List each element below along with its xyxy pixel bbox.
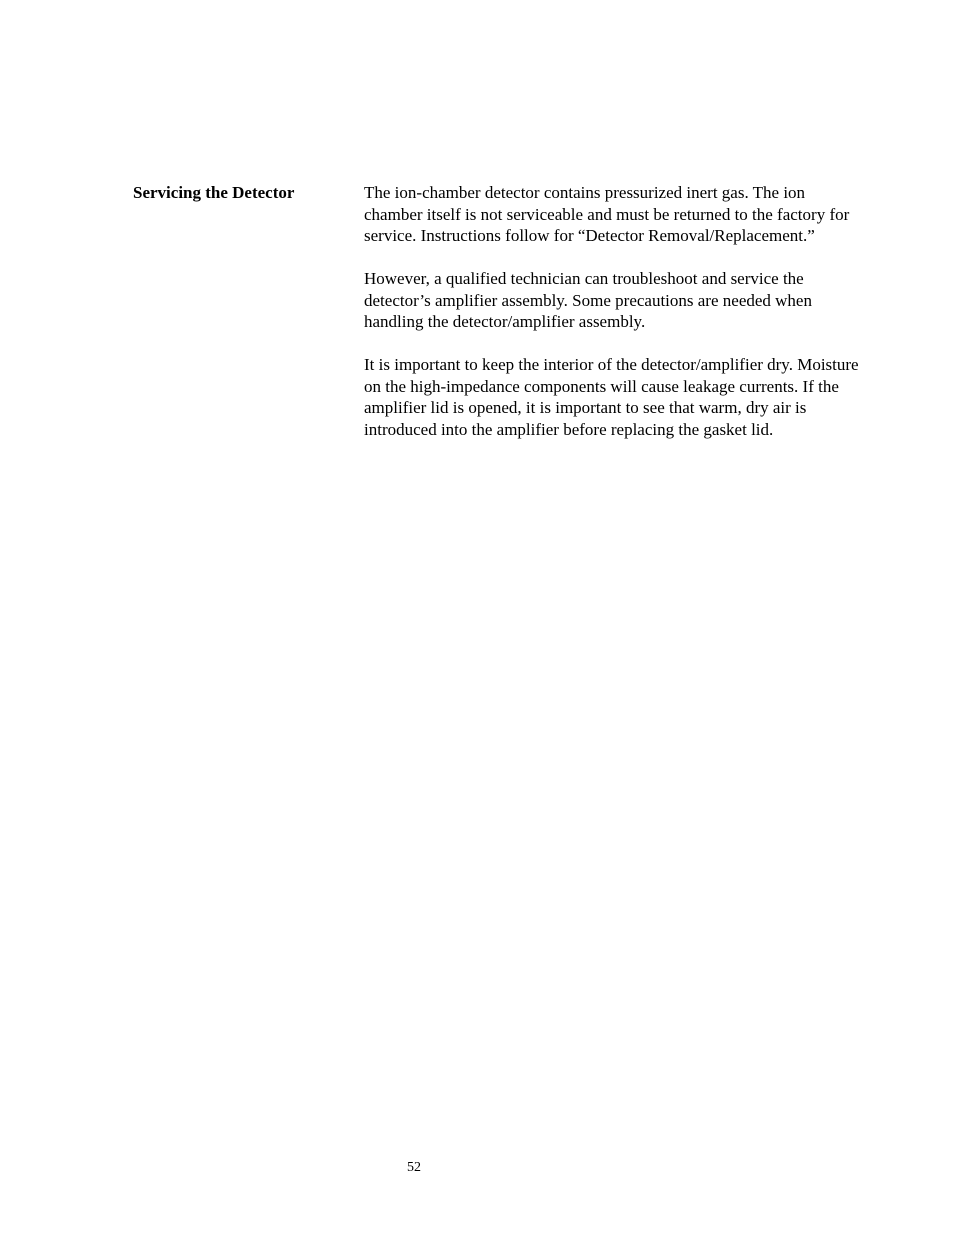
- paragraph-amplifier-service: However, a qualified technician can troubleshoot and service the detector’s amplifier assembly. Some precautions are needed when handling the detector/amplifier assembly.: [364, 269, 812, 331]
- paragraph-detector-service: The ion-chamber detector contains pressurized inert gas. The ion chamber itself is not serviceable and must be returned to the factory for service. Instructions follow for “Detector Removal/Replacement.”: [364, 183, 850, 245]
- section-body: [364, 182, 864, 462]
- page-number: 52: [407, 1160, 421, 1175]
- section-heading: Servicing the Detector: [133, 183, 295, 202]
- paragraph-moisture-precaution: It is important to keep the interior of the detector/amplifier dry. Moisture on the high-impedance components will cause leakage currents. If the amplifier lid is opened, it is important to see that warm, dry air is introduced into the amplifier before replacing the gasket lid.: [364, 355, 859, 439]
